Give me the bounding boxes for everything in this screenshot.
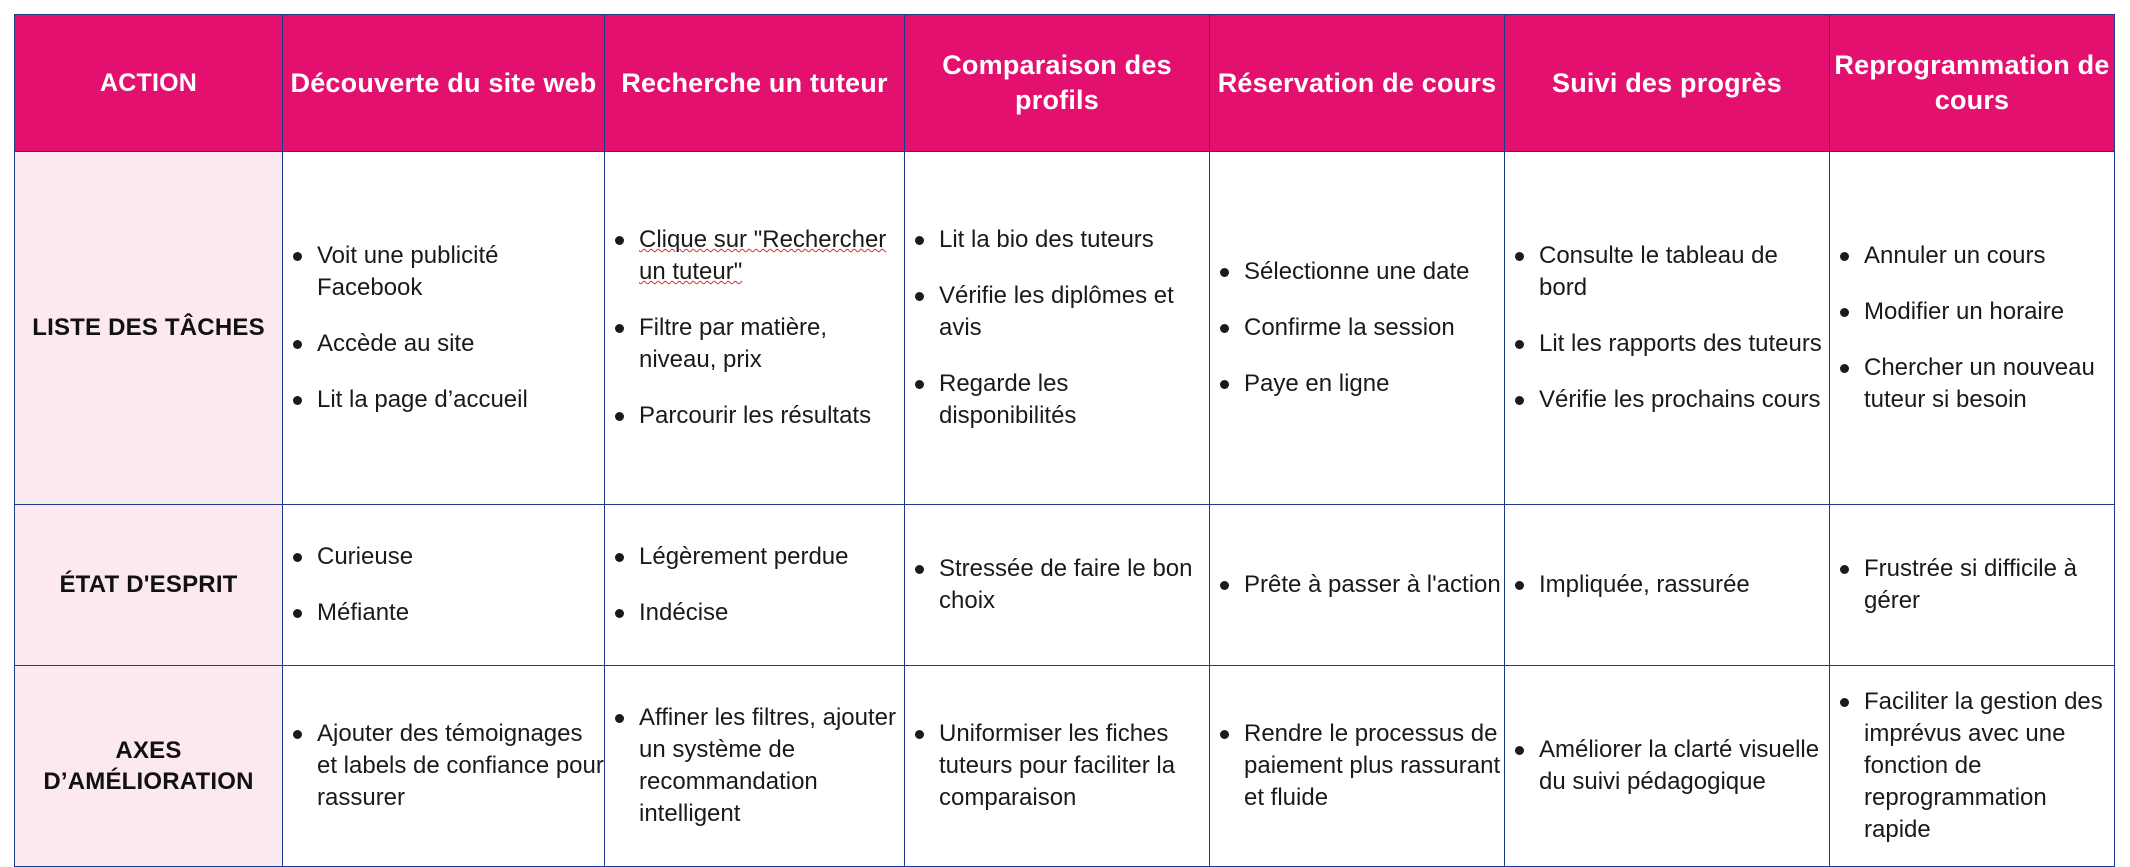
column-header-action: ACTION: [15, 15, 283, 152]
cell-tasks-rescheduling: [1830, 152, 2115, 505]
cell-improvements-rescheduling: [1830, 666, 2115, 867]
item-list: [1830, 686, 2114, 846]
item-list: [605, 702, 904, 830]
list-item: Lit la bio des tuteurs: [905, 224, 1209, 256]
list-item: Sélectionne une date: [1210, 256, 1504, 288]
list-item: Annuler un cours: [1830, 240, 2114, 272]
item-list: [1210, 569, 1504, 601]
list-item: Légèrement perdue: [605, 541, 904, 573]
item-list: [1210, 256, 1504, 400]
item-list: [605, 541, 904, 629]
list-item: Consulte le tableau de bord: [1505, 240, 1829, 304]
list-item: Uniformiser les fiches tuteurs pour faciliter la comparaison: [905, 718, 1209, 814]
list-item: Méfiante: [283, 597, 604, 629]
list-item: Parcourir les résultats: [605, 400, 904, 432]
item-list: [905, 553, 1209, 617]
column-header-comparison: Comparaison des profils: [905, 15, 1210, 152]
column-header-discovery: Découverte du site web: [283, 15, 605, 152]
row-label-improvements: AXES D’AMÉLIORATION: [15, 666, 283, 867]
list-item: Curieuse: [283, 541, 604, 573]
list-item: Affiner les filtres, ajouter un système de recommandation intelligent: [605, 702, 904, 830]
cell-mindset-comparison: [905, 505, 1210, 666]
column-header-search: Recherche un tuteur: [605, 15, 905, 152]
cell-improvements-discovery: [283, 666, 605, 867]
item-list: [283, 541, 604, 629]
item-list: [1505, 240, 1829, 416]
list-item: Impliquée, rassurée: [1505, 569, 1829, 601]
list-item: Stressée de faire le bon choix: [905, 553, 1209, 617]
list-item: Frustrée si difficile à gérer: [1830, 553, 2114, 617]
cell-mindset-rescheduling: [1830, 505, 2115, 666]
table-header-row: [15, 15, 2115, 152]
list-item: Paye en ligne: [1210, 368, 1504, 400]
list-item: Améliorer la clarté visuelle du suivi pédagogique: [1505, 734, 1829, 798]
cell-mindset-discovery: [283, 505, 605, 666]
row-label-tasks: LISTE DES TÂCHES: [15, 152, 283, 505]
cell-mindset-search: [605, 505, 905, 666]
cell-tasks-progress: [1505, 152, 1830, 505]
list-item: Vérifie les diplômes et avis: [905, 280, 1209, 344]
cell-improvements-search: [605, 666, 905, 867]
list-item: Faciliter la gestion des imprévus avec une fonction de reprogrammation rapide: [1830, 686, 2114, 846]
list-item: Chercher un nouveau tuteur si besoin: [1830, 352, 2114, 416]
table-row-tasks: [15, 152, 2115, 505]
list-item: Prête à passer à l'action: [1210, 569, 1504, 601]
list-item: Lit la page d’accueil: [283, 384, 604, 416]
item-list: [283, 240, 604, 416]
list-item: Clique sur "Rechercher un tuteur": [605, 224, 904, 288]
item-list: [1830, 553, 2114, 617]
cell-improvements-booking: [1210, 666, 1505, 867]
cell-tasks-search: [605, 152, 905, 505]
list-item: Ajouter des témoignages et labels de confiance pour rassurer: [283, 718, 604, 814]
cell-tasks-discovery: [283, 152, 605, 505]
cell-improvements-progress: [1505, 666, 1830, 867]
item-list: [905, 718, 1209, 814]
list-item: Accède au site: [283, 328, 604, 360]
list-item: Regarde les disponibilités: [905, 368, 1209, 432]
column-header-progress: Suivi des progrès: [1505, 15, 1830, 152]
item-list: [1830, 240, 2114, 416]
list-item: Vérifie les prochains cours: [1505, 384, 1829, 416]
cell-tasks-booking: [1210, 152, 1505, 505]
cell-tasks-comparison: [905, 152, 1210, 505]
customer-journey-table: [14, 14, 2115, 867]
cell-mindset-progress: [1505, 505, 1830, 666]
table-row-mindset: [15, 505, 2115, 666]
list-item: Filtre par matière, niveau, prix: [605, 312, 904, 376]
column-header-booking: Réservation de cours: [1210, 15, 1505, 152]
item-list: [283, 718, 604, 814]
cell-mindset-booking: [1210, 505, 1505, 666]
item-list: [1210, 718, 1504, 814]
list-item: Rendre le processus de paiement plus rassurant et fluide: [1210, 718, 1504, 814]
column-header-rescheduling: Reprogrammation de cours: [1830, 15, 2115, 152]
cell-improvements-comparison: [905, 666, 1210, 867]
list-item: Voit une publicité Facebook: [283, 240, 604, 304]
list-item: Confirme la session: [1210, 312, 1504, 344]
item-list: [1505, 569, 1829, 601]
list-item: Modifier un horaire: [1830, 296, 2114, 328]
table-row-improvements: [15, 666, 2115, 867]
item-list: [605, 224, 904, 432]
item-list: [1505, 734, 1829, 798]
row-label-mindset: ÉTAT D'ESPRIT: [15, 505, 283, 666]
list-item: Indécise: [605, 597, 904, 629]
list-item: Lit les rapports des tuteurs: [1505, 328, 1829, 360]
item-list: [905, 224, 1209, 432]
